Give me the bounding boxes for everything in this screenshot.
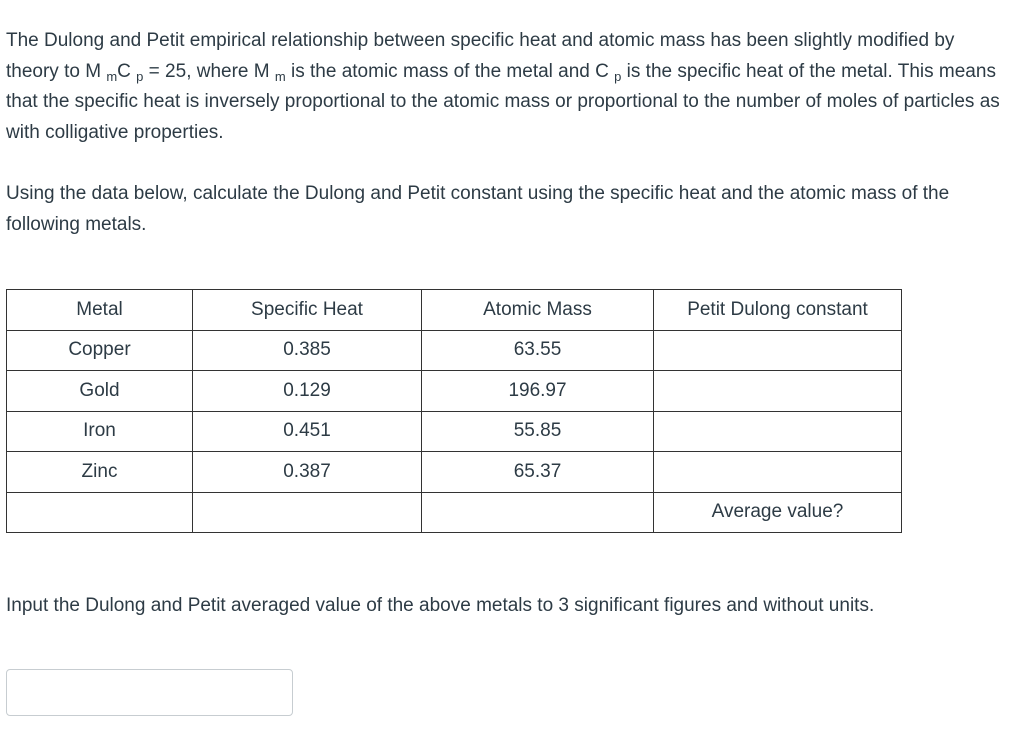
cell-constant: [654, 452, 902, 493]
cell-atomic-mass: 55.85: [422, 411, 654, 452]
cell-constant: [654, 411, 902, 452]
average-label: Average value?: [654, 492, 902, 533]
empty-cell: [422, 492, 654, 533]
cell-atomic-mass: 63.55: [422, 330, 654, 371]
cell-constant: [654, 371, 902, 412]
table-row: [7, 452, 902, 493]
cell-metal: Gold: [7, 371, 193, 412]
cell-constant: [654, 330, 902, 371]
header-metal: Metal: [7, 290, 193, 331]
cell-specific-heat: 0.387: [193, 452, 422, 493]
answer-input[interactable]: [6, 669, 293, 716]
instruction-paragraph: Using the data below, calculate the Dulong and Petit constant using the specific heat and the atomic mass of the following metals.: [6, 183, 950, 235]
table-header-row: [7, 290, 902, 331]
intro-paragraph: The Dulong and Petit empirical relationship between specific heat and atomic mass has been slightly modified by theory to M $_m$C $_p$ = 25, where M $_m$ is the atomic mass of the metal and C $_p$ is the specific heat of the metal. This means that the specific heat is inversely proportional to the atomic mass or proportional to the number of moles of particles as with colligative properties.: [6, 30, 1000, 143]
header-specific-heat: Specific Heat: [193, 290, 422, 331]
cell-atomic-mass: 196.97: [422, 371, 654, 412]
empty-cell: [7, 492, 193, 533]
empty-cell: [193, 492, 422, 533]
data-table: [6, 289, 902, 533]
cell-atomic-mass: 65.37: [422, 452, 654, 493]
table-row: [7, 411, 902, 452]
cell-specific-heat: 0.451: [193, 411, 422, 452]
answer-prompt: Input the Dulong and Petit averaged value of the above metals to 3 significant figures and without units.: [6, 595, 875, 616]
table-row: [7, 371, 902, 412]
table-row: [7, 330, 902, 371]
header-atomic-mass: Atomic Mass: [422, 290, 654, 331]
cell-specific-heat: 0.129: [193, 371, 422, 412]
cell-metal: Zinc: [7, 452, 193, 493]
cell-specific-heat: 0.385: [193, 330, 422, 371]
cell-metal: Copper: [7, 330, 193, 371]
header-petit-dulong-constant: Petit Dulong constant: [654, 290, 902, 331]
cell-metal: Iron: [7, 411, 193, 452]
question-text: [6, 26, 1006, 240]
average-row: [7, 492, 902, 533]
